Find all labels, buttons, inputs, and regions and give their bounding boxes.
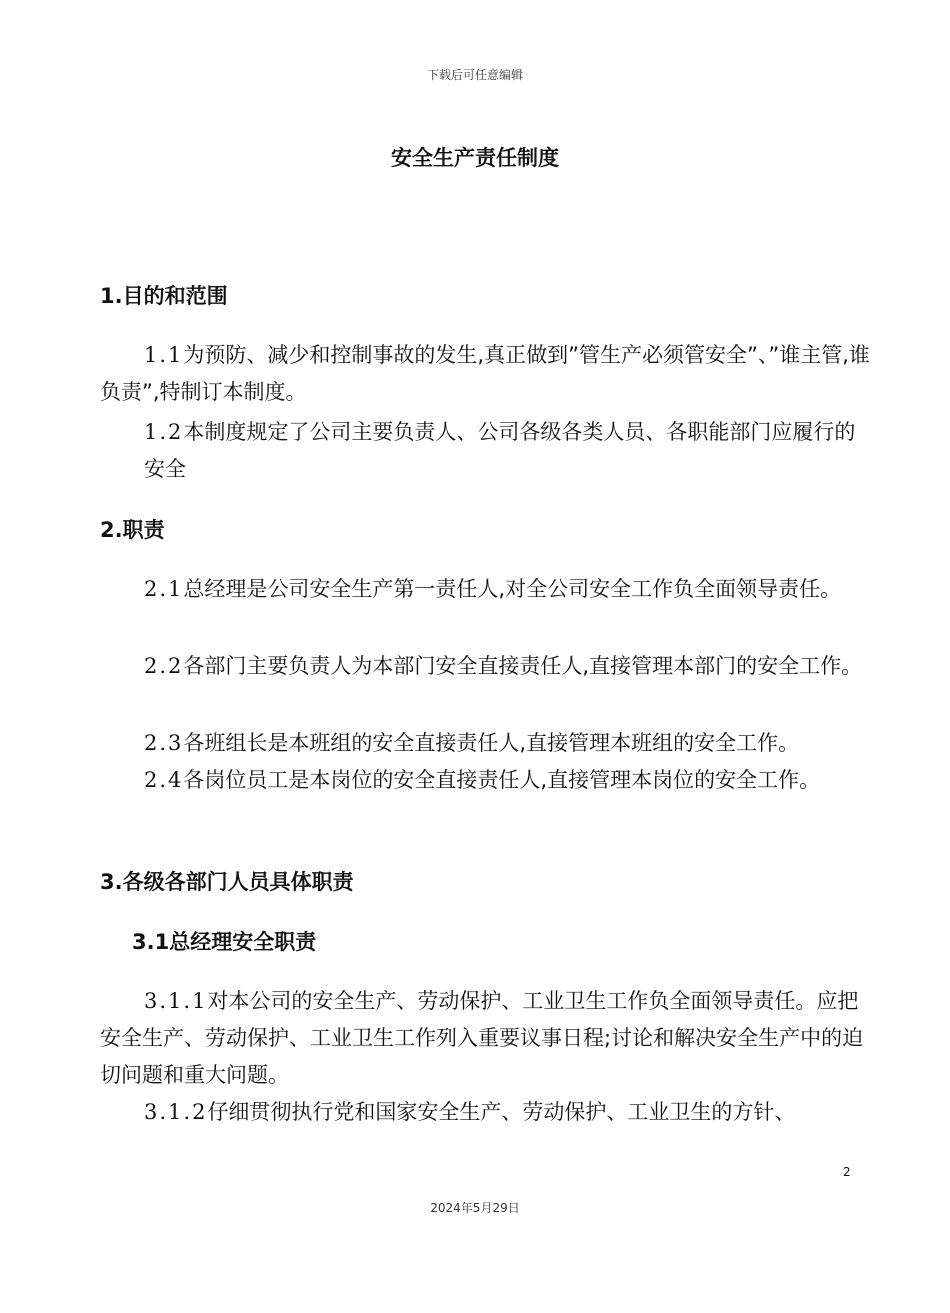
clause-number: 2.2 [144, 654, 184, 678]
clause-text: 各岗位员工是本岗位的安全直接责任人,直接管理本岗位的安全工作。 [183, 768, 821, 792]
clause-number: 2.4 [144, 768, 184, 792]
page-number: 2 [843, 1165, 851, 1179]
clause-text: 仔细贯彻执行党和国家安全生产、劳动保护、工业卫生的方针、 [207, 1100, 796, 1124]
clause-number: 2.3 [144, 731, 184, 755]
section-heading-2: 2.职责 [100, 518, 165, 542]
header-note: 下载后可任意编辑 [426, 68, 523, 82]
footer-date: 2024年5月29日 [430, 1201, 520, 1215]
section-heading-3: 3.各级各部门人员具体职责 [100, 870, 354, 894]
paragraph-2-2 [100, 648, 870, 685]
paragraph-1-1 [100, 337, 870, 411]
clause-text: 本制度规定了公司主要负责人、公司各级各类人员、各职能部门应履行的安全 [144, 420, 856, 481]
paragraph-2-1 [100, 571, 870, 608]
clause-text: 总经理是公司安全生产第一责任人,对全公司安全工作负全面领导责任。 [183, 577, 842, 601]
clause-number: 2.1 [144, 577, 184, 601]
subsection-heading-3-1: 3.1总经理安全职责 [132, 930, 317, 954]
paragraph-1-2 [100, 414, 870, 488]
clause-text: 对本公司的安全生产、劳动保护、工业卫生工作负全面领导责任。应把安全生产、劳动保护、工业卫生工作列入重要议事日程;讨论和解决安全生产中的迫切问题和重大问题。 [100, 989, 864, 1087]
paragraph-3-1-1 [100, 983, 870, 1094]
section-heading-1: 1.目的和范围 [100, 284, 228, 308]
paragraph-2-3 [100, 725, 870, 762]
clause-number: 1.1 [144, 343, 184, 367]
clause-text: 各部门主要负责人为本部门安全直接责任人,直接管理本部门的安全工作。 [183, 654, 863, 678]
clause-number: 3.1.2 [144, 1100, 208, 1124]
document-title: 安全生产责任制度 [391, 146, 559, 170]
clause-number: 3.1.1 [144, 989, 208, 1013]
clause-text: 为预防、减少和控制事故的发生,真正做到”管生产必须管安全”、”谁主管,谁负责”,特制订本制度。 [100, 343, 870, 404]
clause-number: 1.2 [144, 420, 184, 444]
paragraph-3-1-2 [100, 1094, 870, 1131]
clause-text: 各班组长是本班组的安全直接责任人,直接管理本班组的安全工作。 [183, 731, 800, 755]
paragraph-2-4 [100, 762, 870, 799]
